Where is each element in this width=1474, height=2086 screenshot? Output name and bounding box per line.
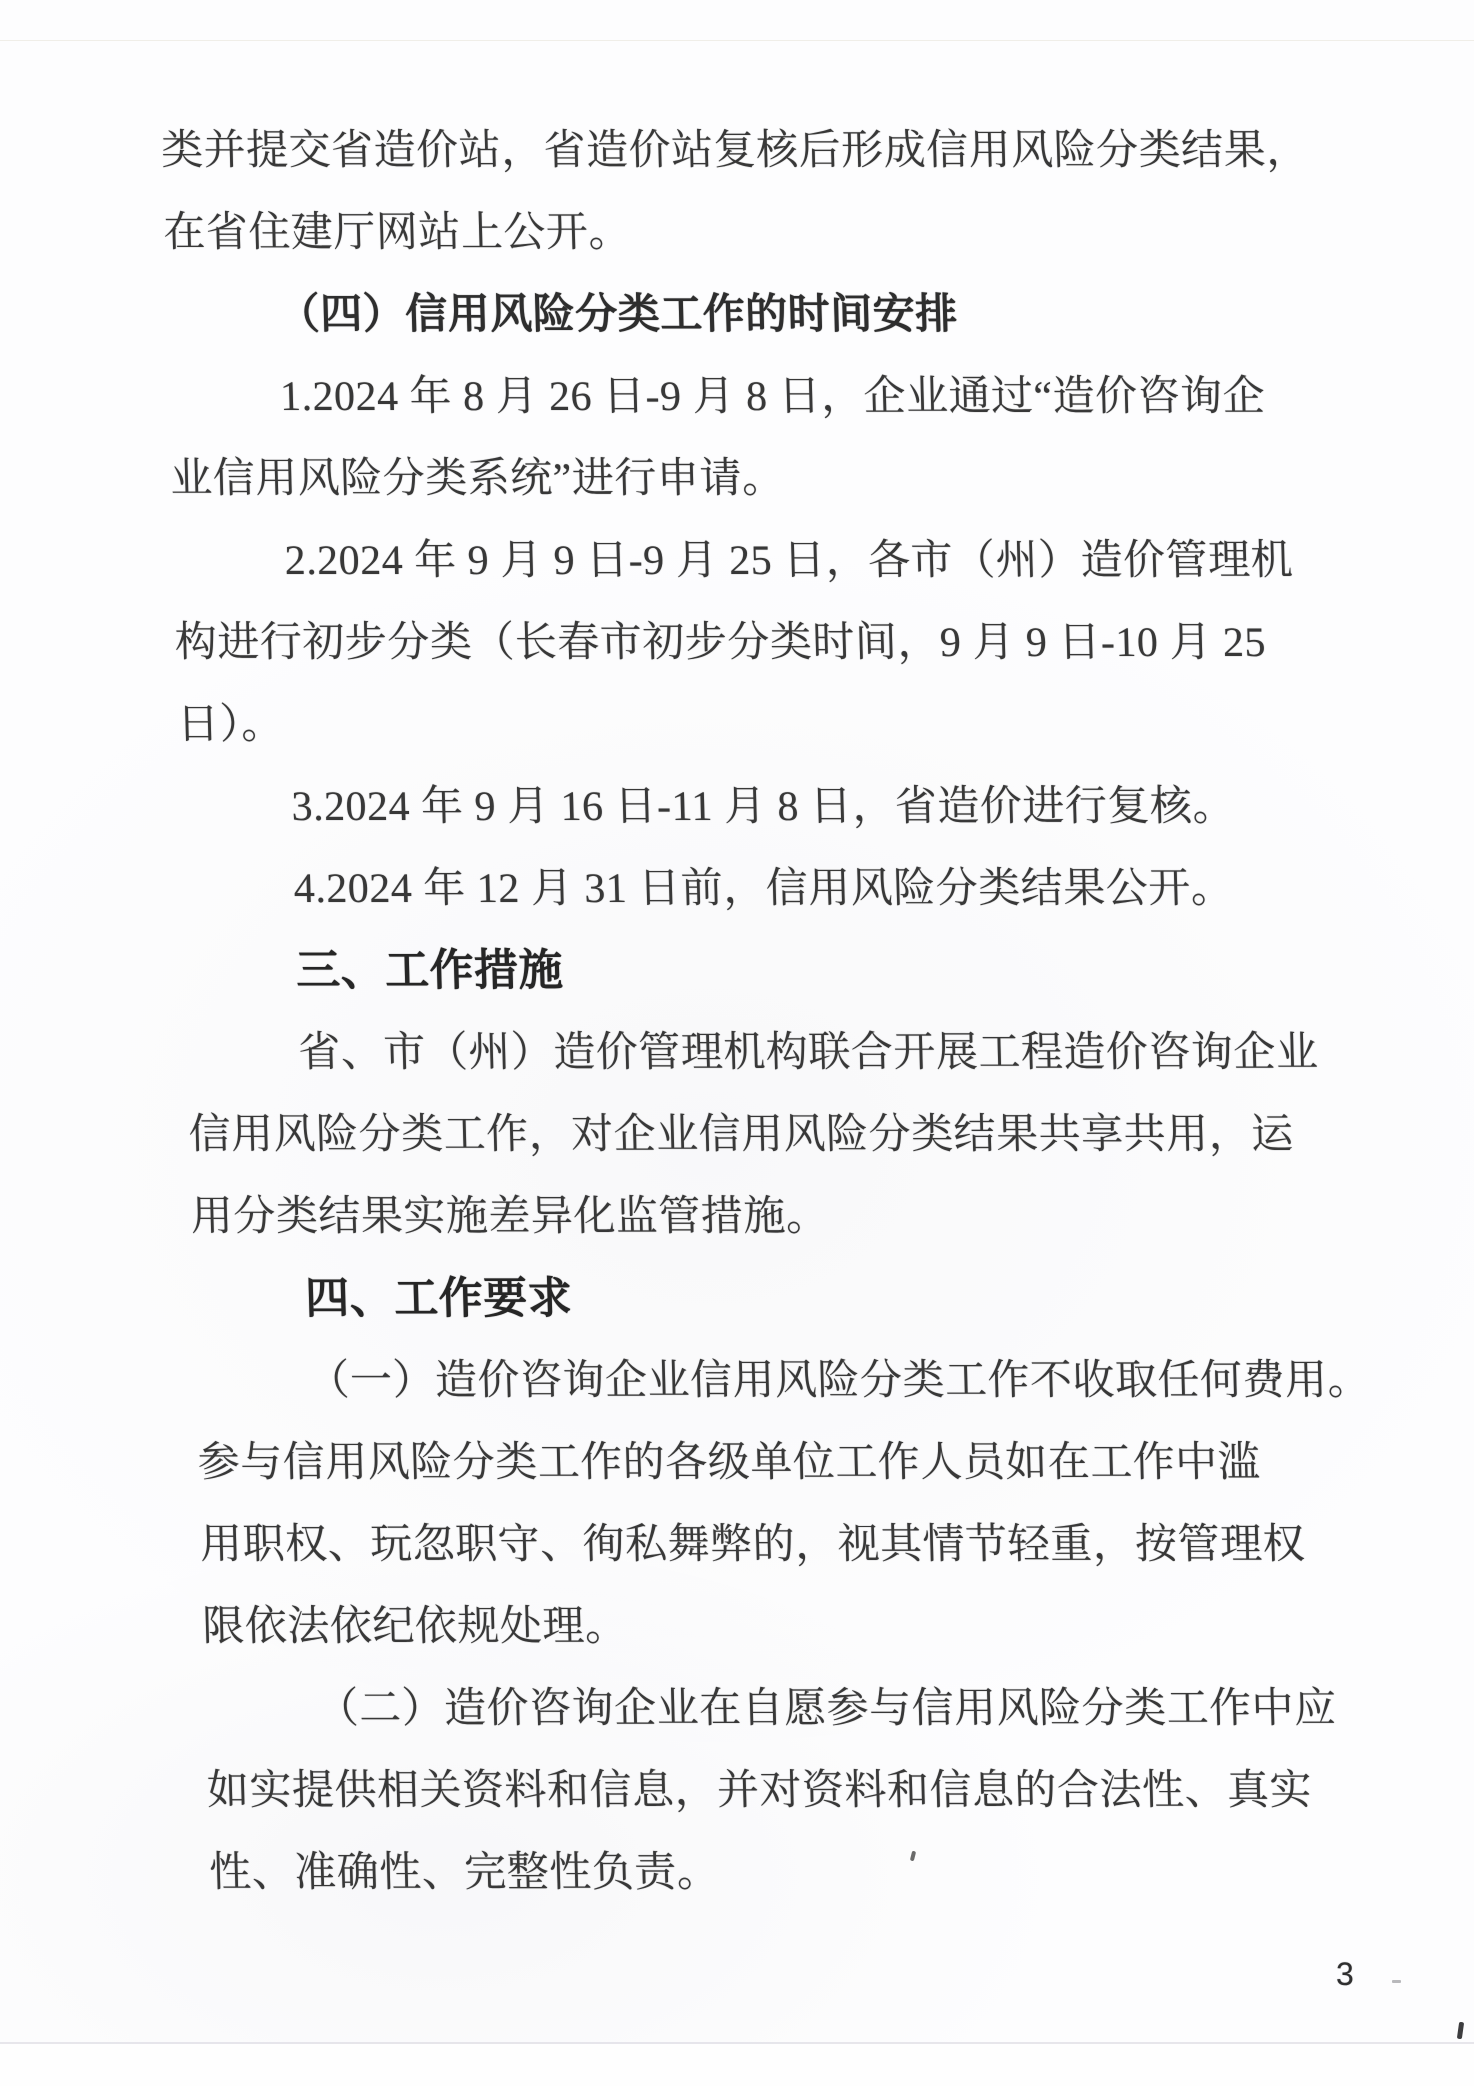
document-line: 省、市（州）造价管理机构联合开展工程造价咨询企业 (297, 1030, 1319, 1076)
document-line: 1.2024 年 8 月 26 日-9 月 8 日，企业通过“造价咨询企 (279, 374, 1266, 420)
document-line: 性、准确性、完整性负责。 (208, 1850, 720, 1896)
document-line: 日）。 (176, 702, 285, 748)
document-line: 在省住建厅网站上公开。 (162, 210, 632, 256)
document-line: （二）造价咨询企业在自愿参与信用风险分类工作中应 (316, 1686, 1338, 1732)
document-line: 限依法依纪依规处理。 (201, 1604, 629, 1650)
scan-margin-bottom (0, 2044, 1474, 2086)
scan-speck (1392, 1980, 1401, 1983)
page-number: 3 (1336, 1956, 1354, 1992)
document-heading: 四、工作要求 (304, 1274, 573, 1323)
document-line: 用分类结果实施差异化监管措施。 (190, 1194, 830, 1240)
document-heading: 三、工作措施 (295, 946, 564, 995)
document-line: 如实提供相关资料和信息，并对资料和信息的合法性、真实 (206, 1768, 1313, 1814)
document-line: 参与信用风险分类工作的各级单位工作人员如在工作中滥 (197, 1440, 1261, 1486)
document-heading: （四）信用风险分类工作的时间安排 (277, 292, 959, 338)
document-line: 类并提交省造价站，省造价站复核后形成信用风险分类结果， (160, 128, 1310, 174)
scan-edge-top (0, 40, 1474, 41)
document-line: 2.2024 年 9 月 9 日-9 月 25 日，各市（州）造价管理机 (283, 538, 1294, 584)
scan-mark (1457, 2022, 1464, 2040)
document-line: 信用风险分类工作，对企业信用风险分类结果共享共用，运 (187, 1112, 1295, 1158)
document-line: 构进行初步分类（长春市初步分类时间，9 月 9 日-10 月 25 (174, 620, 1267, 666)
document-line: （一）造价咨询企业信用风险分类工作不收取任何费用。 (306, 1358, 1371, 1404)
document-line: 业信用风险分类系统”进行申请。 (169, 456, 786, 502)
document-line: 3.2024 年 9 月 16 日-11 月 8 日，省造价进行复核。 (290, 784, 1236, 830)
document-line: 4.2024 年 12 月 31 日前，信用风险分类结果公开。 (293, 866, 1234, 912)
document-text-block (160, 110, 1420, 1914)
document-line: 用职权、玩忽职守、徇私舞弊的，视其情节轻重，按管理权 (199, 1522, 1306, 1568)
